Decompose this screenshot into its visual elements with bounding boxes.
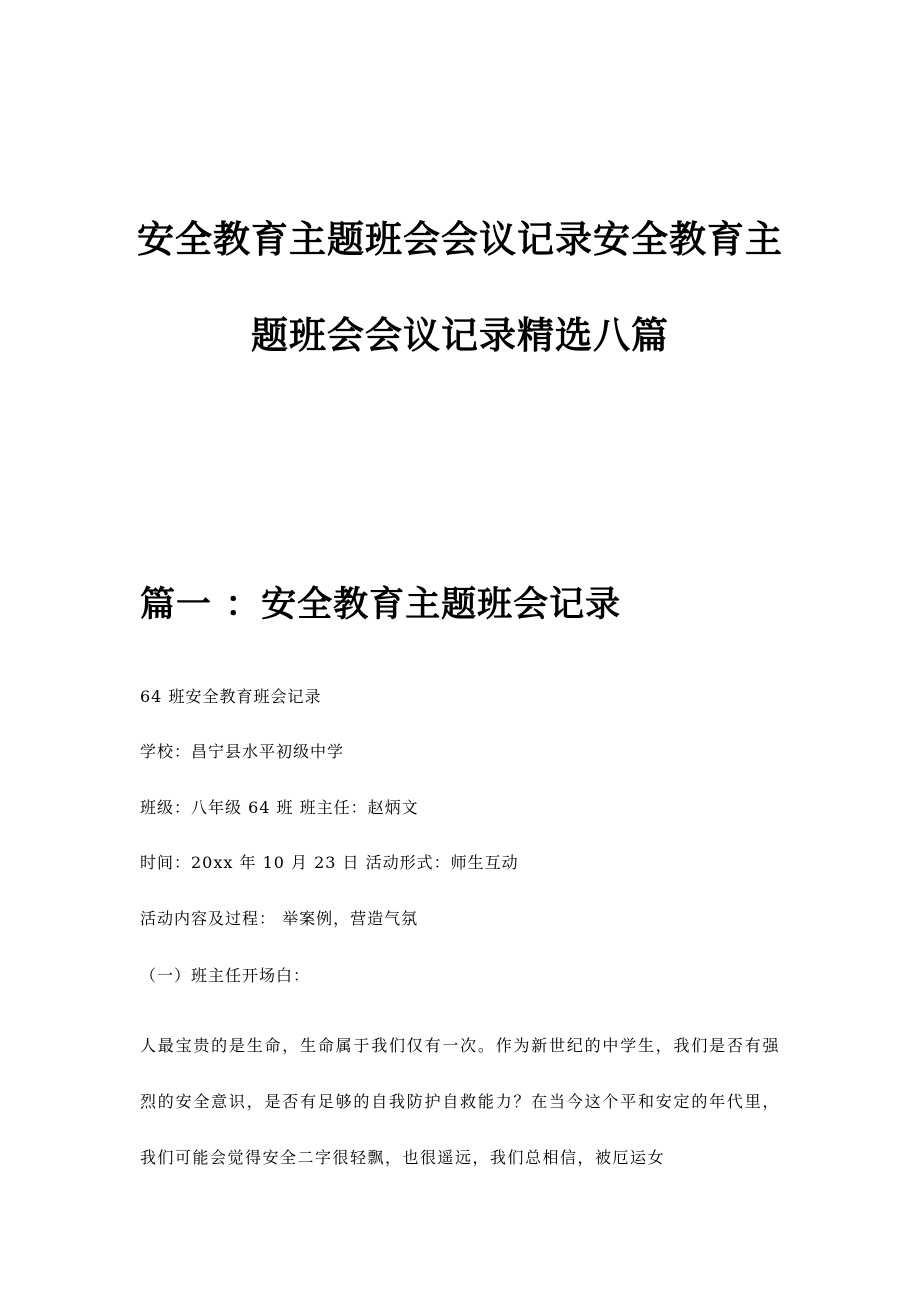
time-format-line: 时间：20xx 年 10 月 23 日 活动形式：师生互动 xyxy=(140,853,519,872)
section-heading: 篇一 ：安全教育主题班会记录 xyxy=(140,585,622,625)
body-paragraph: 人最宝贵的是生命，生命属于我们仅有一次。作为新世纪的中学生，我们是否有强烈的安全意识，是否有足够的自我防护自救能力？在当今这个平和安定的年代里，我们可能会觉得安全二字很轻飘，也很遥远，我们总相信，被厄运女 xyxy=(140,1036,780,1167)
class-teacher-line: 班级：八年级 64 班 班主任：赵炳文 xyxy=(140,798,419,817)
document-title-line-1: 安全教育主题班会会议记录安全教育主 xyxy=(137,218,783,261)
document-title-line-2: 题班会会议记录精选八篇 xyxy=(251,314,669,357)
record-title: 64 班安全教育班会记录 xyxy=(140,687,322,706)
opening-remarks-heading: （一）班主任开场白： xyxy=(140,966,311,985)
school-line: 学校：昌宁县水平初级中学 xyxy=(140,742,345,761)
activity-content-line: 活动内容及过程： 举案例，营造气氛 xyxy=(140,909,419,928)
